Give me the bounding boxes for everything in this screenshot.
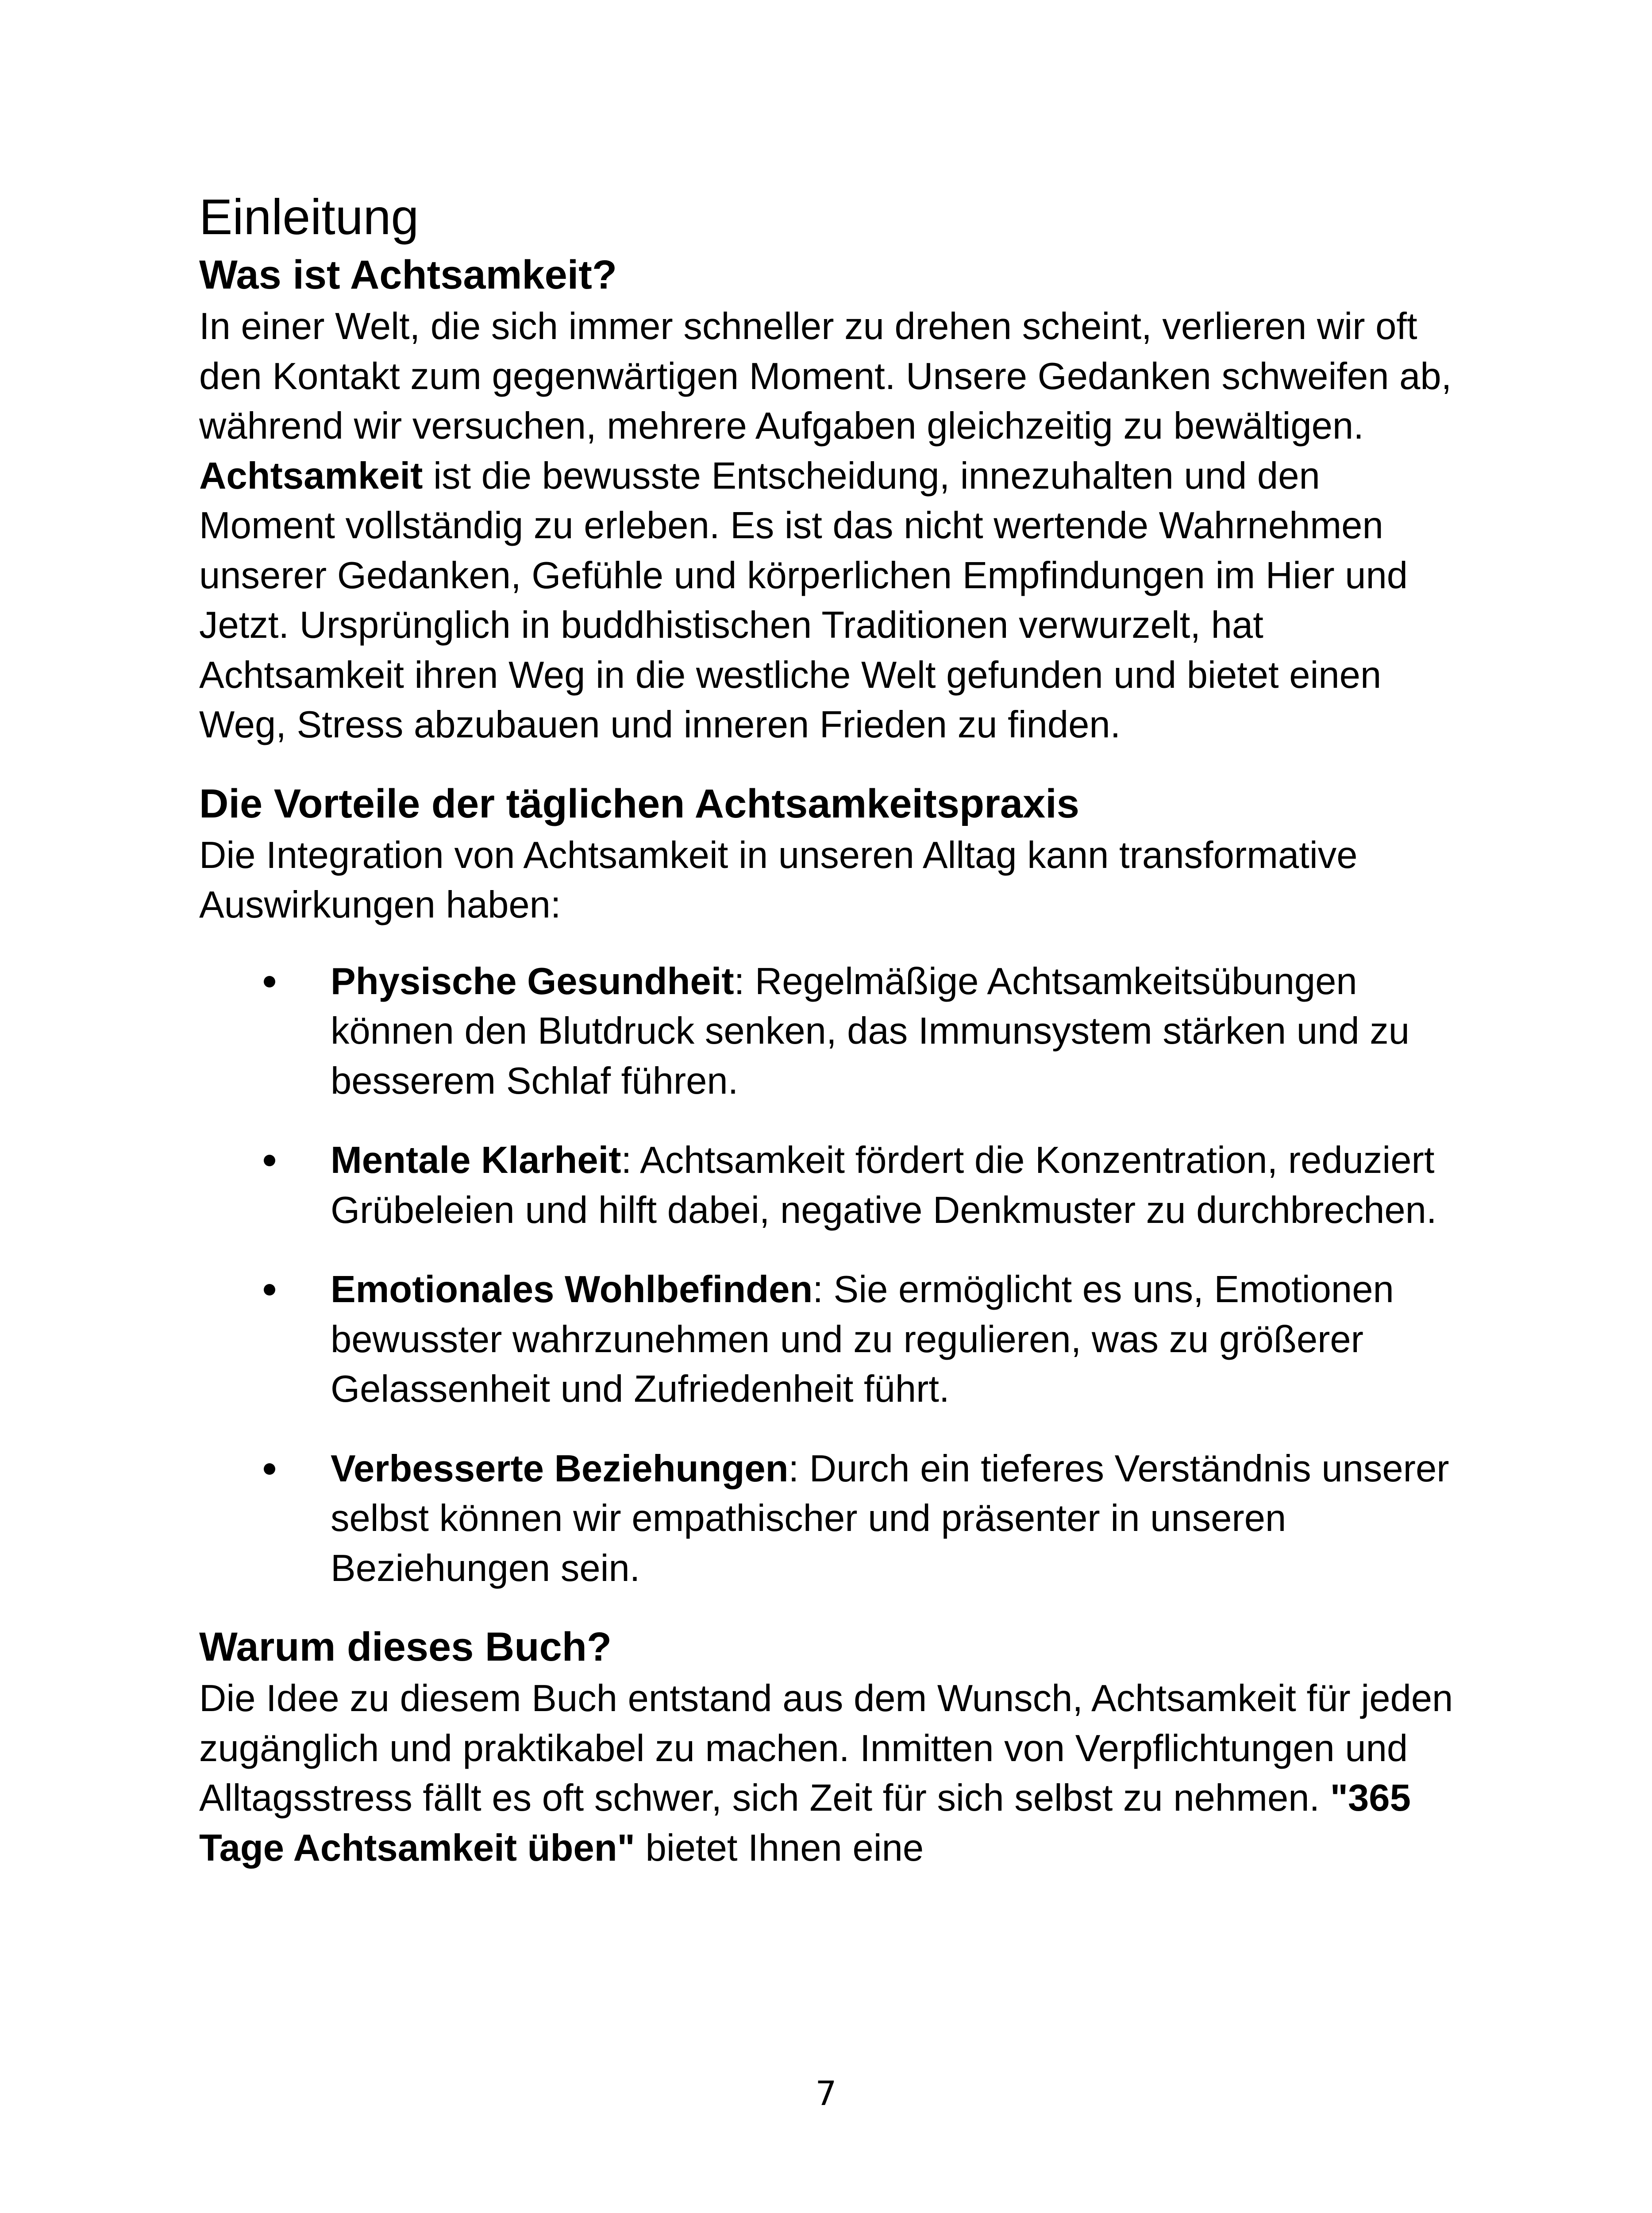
list-item [199, 1444, 1465, 1594]
paragraph-benefits-intro: Die Integration von Achtsamkeit in unseren Alltag kann transformative Auswirkungen haben: [199, 834, 1358, 926]
list-item-text: : Regelmäßige Achtsamkeitsübungen können den Blutdruck senken, das Immunsystem stärken und zu besserem Schlaf führen. [331, 960, 1409, 1102]
list-item-text: : Achtsamkeit fördert die Konzentration, reduziert Grübeleien und hilft dabei, negative Denkmuster zu durchbrechen. [331, 1139, 1437, 1231]
paragraph-text: Die Idee zu diesem Buch entstand aus dem Wunsch, Achtsamkeit für jeden zugänglich und praktikabel zu machen. Inmitten von Verpflichtungen und Alltagsstress fällt es oft schwer, sich Zeit für sich selbst zu nehmen. [199, 1677, 1453, 1819]
bullet-icon [264, 1284, 275, 1295]
list-item-text: : Durch ein tieferes Verständnis unserer selbst können wir empathischer und präsenter in unseren Beziehungen sein. [331, 1447, 1449, 1589]
bullet-icon [264, 976, 275, 987]
bullet-icon [264, 1463, 275, 1475]
paragraph-why-this-book [199, 1674, 1465, 1873]
chapter-title: Einleitung [199, 189, 419, 245]
list-item-term: Mentale Klarheit [331, 1139, 621, 1181]
page-number: 7 [815, 2074, 837, 2113]
paragraph-text: In einer Welt, die sich immer schneller zu drehen scheint, verlieren wir oft den Kontakt zum gegenwärtigen Moment. Unsere Gedanken schweifen ab, während wir versuchen, mehrere Aufgaben gleichzeitig zu bewältigen. [199, 305, 1452, 447]
emphasis-term: Achtsamkeit [199, 455, 423, 497]
list-item-text: : Sie ermöglicht es uns, Emotionen bewusster wahrzunehmen und zu regulieren, was zu größerer Gelassenheit und Zufriedenheit führt. [331, 1268, 1394, 1410]
list-item [199, 1265, 1465, 1415]
section-heading-what-is-mindfulness: Was ist Achtsamkeit? [199, 252, 617, 297]
paragraph-what-is-mindfulness [199, 302, 1465, 750]
list-item-term: Verbesserte Beziehungen [331, 1447, 789, 1490]
section-heading-why-this-book: Warum dieses Buch? [199, 1624, 612, 1669]
paragraph-text: bietet Ihnen eine [635, 1827, 924, 1869]
book-title: "365 Tage Achtsamkeit üben" [199, 1777, 1411, 1869]
bullet-icon [264, 1155, 275, 1166]
section-heading-benefits: Die Vorteile der täglichen Achtsamkeitspraxis [199, 781, 1079, 826]
benefits-list [199, 957, 1465, 1594]
list-item-term: Physische Gesundheit [331, 960, 734, 1002]
paragraph-text: ist die bewusste Entscheidung, innezuhalten und den Moment vollständig zu erleben. Es ist das nicht wertende Wahrnehmen unserer Gedanken, Gefühle und körperlichen Empfindungen im Hier und Jetzt. Ursprünglich in buddhistischen Traditionen verwurzelt, hat Achtsamkeit ihren Weg in die westliche Welt gefunden und bietet einen Weg, Stress abzubauen und inneren Frieden zu finden. [199, 455, 1408, 746]
page-content [199, 186, 1465, 1873]
list-item [199, 1136, 1465, 1235]
list-item-term: Emotionales Wohlbefinden [331, 1268, 813, 1311]
list-item [199, 957, 1465, 1106]
